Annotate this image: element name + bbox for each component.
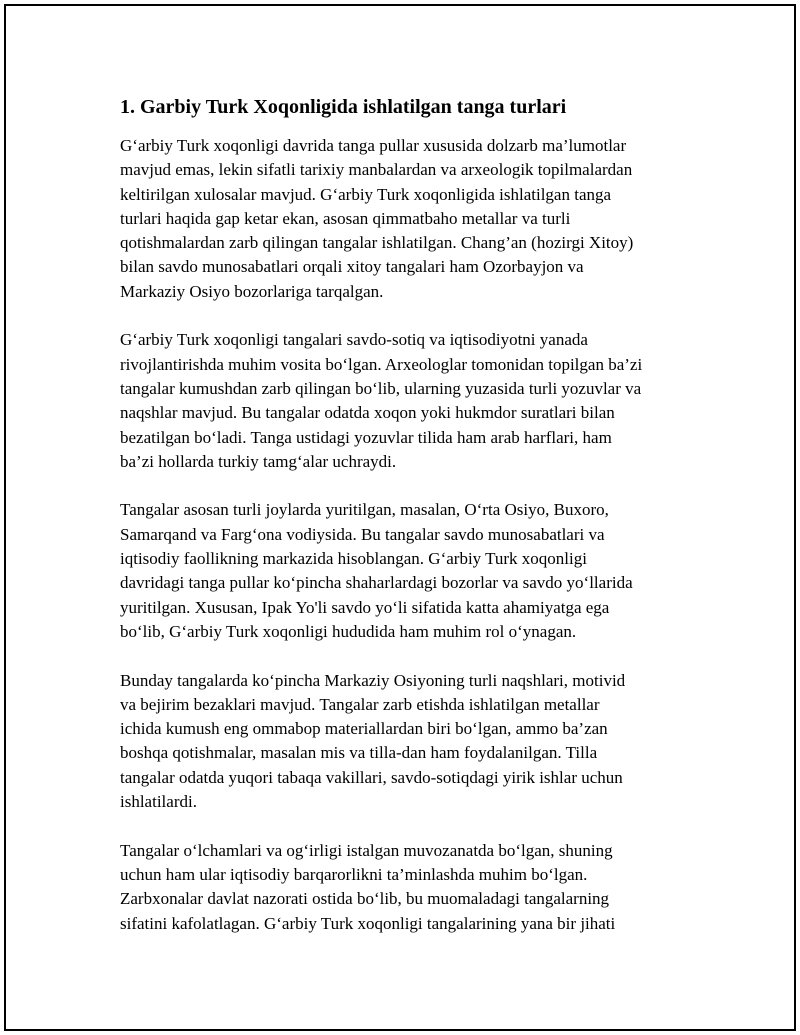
- text-line: tangalar odatda yuqori tabaqa vakillari, savdo-sotiqdagi yirik ishlar uchun: [120, 767, 623, 787]
- paragraph-5: [120, 839, 700, 936]
- text-line: turlari haqida gap ketar ekan, asosan qimmatbaho metallar va turli: [120, 208, 571, 228]
- text-line: davridagi tanga pullar ko‘pincha shaharlardagi bozorlar va savdo yo‘llarida: [120, 573, 633, 593]
- paragraph-4: [120, 669, 700, 815]
- text-line: ishlatilardi.: [120, 792, 197, 812]
- text-line: sifatini kafolatlagan. G‘arbiy Turk xoqonligi tangalarining yana bir jihati: [120, 913, 616, 933]
- document-body: [120, 94, 700, 936]
- text-line: G‘arbiy Turk xoqonligi tangalari savdo-sotiq va iqtisodiyotni yanada: [120, 330, 588, 350]
- paragraph-2: [120, 328, 700, 474]
- paragraph-3: [120, 498, 700, 644]
- text-line: Zarbxonalar davlat nazorati ostida bo‘lib, bu muomaladagi tangalarning: [120, 889, 610, 909]
- section-heading: 1. Garbiy Turk Xoqonligida ishlatilgan tanga turlari: [120, 96, 567, 118]
- text-line: bo‘lib, G‘arbiy Turk xoqonligi hududida ham muhim rol o‘ynagan.: [120, 621, 577, 641]
- text-line: Bunday tangalarda ko‘pincha Markaziy Osiyoning turli naqshlari, motivid: [120, 670, 626, 690]
- text-line: mavjud emas, lekin sifatli tarixiy manbalardan va arxeologik topilmalardan: [120, 160, 633, 180]
- text-line: bilan savdo munosabatlari orqali xitoy tangalari ham Ozorbayjon va: [120, 257, 584, 277]
- text-line: rivojlantirishda muhim vosita bo‘lgan. Arxeologlar tomonidan topilgan ba’zi: [120, 354, 643, 374]
- text-line: iqtisodiy faollikning markazida hisoblangan. G‘arbiy Turk xoqonligi: [120, 549, 587, 569]
- text-line: keltirilgan xulosalar mavjud. G‘arbiy Turk xoqonligida ishlatilgan tanga: [120, 184, 612, 204]
- text-line: ichida kumush eng ommabop materiallardan biri bo‘lgan, ammo ba’zan: [120, 719, 608, 739]
- text-line: Tangalar o‘lchamlari va og‘irligi istalgan muvozanatda bo‘lgan, shuning: [120, 840, 613, 860]
- text-line: ba’zi hollarda turkiy tamg‘alar uchraydi.: [120, 451, 397, 471]
- text-line: qotishmalardan zarb qilingan tangalar ishlatilgan. Chang’an (hozirgi Xitoy): [120, 233, 634, 253]
- text-line: boshqa qotishmalar, masalan mis va tilla-dan ham foydalanilgan. Tilla: [120, 743, 598, 763]
- text-line: yuritilgan. Xususan, Ipak Yo'li savdo yo‘li sifatida katta ahamiyatga ega: [120, 597, 610, 617]
- page: [4, 4, 796, 1031]
- text-line: uchun ham ular iqtisodiy barqarorlikni ta’minlashda muhim bo‘lgan.: [120, 864, 588, 884]
- text-line: G‘arbiy Turk xoqonligi davrida tanga pullar xususida dolzarb ma’lumotlar: [120, 136, 627, 155]
- paragraph-1: [120, 134, 700, 304]
- text-line: tangalar kumushdan zarb qilingan bo‘lib, ularning yuzasida turli yozuvlar va: [120, 378, 642, 398]
- text-line: Samarqand va Farg‘ona vodiysida. Bu tangalar savdo munosabatlari va: [120, 524, 605, 544]
- text-line: bezatilgan bo‘ladi. Tanga ustidagi yozuvlar tilida ham arab harflari, ham: [120, 427, 612, 447]
- text-line: Markaziy Osiyo bozorlariga tarqalgan.: [120, 281, 384, 301]
- text-line: Tangalar asosan turli joylarda yuritilgan, masalan, O‘rta Osiyo, Buxoro,: [120, 500, 609, 520]
- text-line: va bejirim bezaklari mavjud. Tangalar zarb etishda ishlatilgan metallar: [120, 694, 600, 714]
- text-line: naqshlar mavjud. Bu tangalar odatda xoqon yoki hukmdor suratlari bilan: [120, 403, 615, 423]
